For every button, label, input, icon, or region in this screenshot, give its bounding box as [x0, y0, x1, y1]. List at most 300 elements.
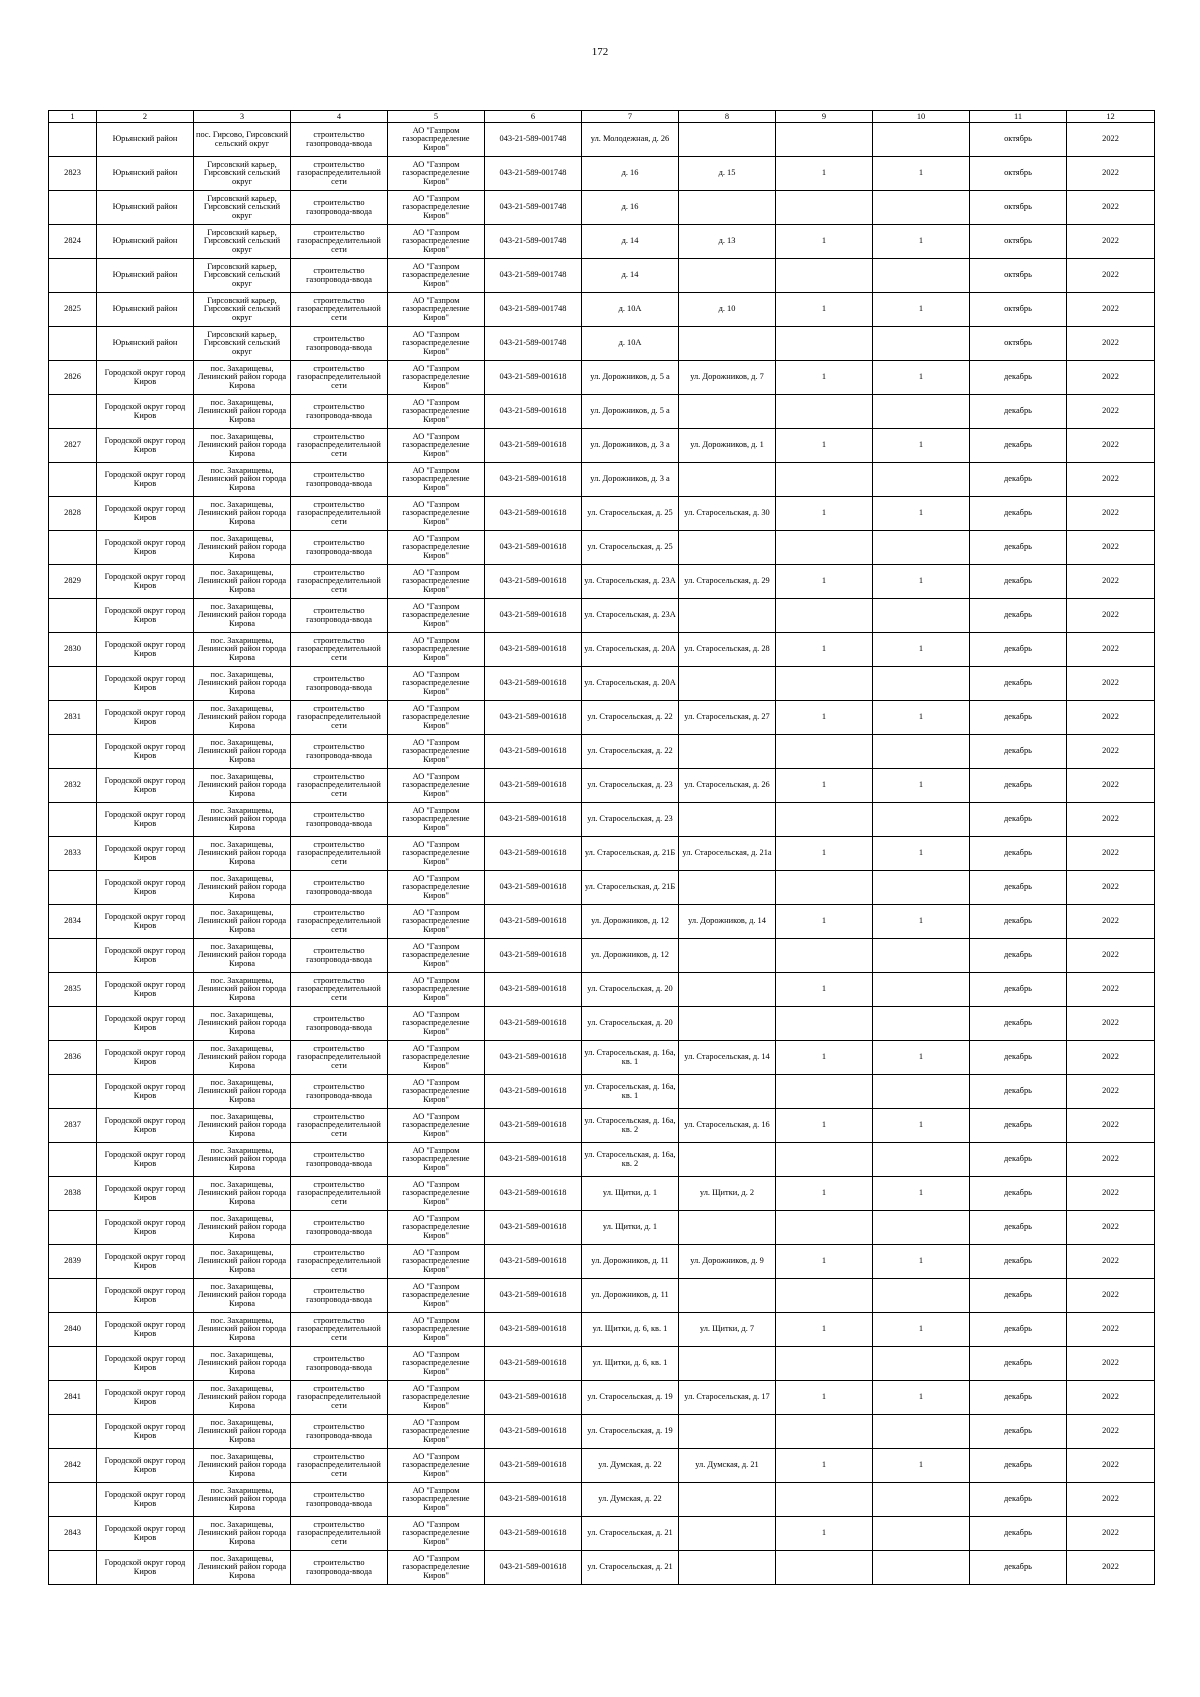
- cell-quantity-a: [776, 667, 873, 701]
- cell-locality: пос. Захарищевы, Ленинский район города Кирова: [194, 463, 291, 497]
- cell-district: Городской округ город Киров: [97, 735, 194, 769]
- cell-organization: АО "Газпром газораспределение Киров": [388, 1279, 485, 1313]
- cell-work-type: строительство газопровода-ввода: [291, 1211, 388, 1245]
- cell-address-to: [679, 531, 776, 565]
- table-row: [49, 1109, 1155, 1143]
- cell-work-type: строительство газопровода-ввода: [291, 327, 388, 361]
- cell-work-type: строительство газораспределительной сети: [291, 1313, 388, 1347]
- cell-registry-number: 043-21-589-001618: [485, 497, 582, 531]
- cell-row-number: [49, 123, 97, 157]
- cell-address-to: ул. Дорожников, д. 14: [679, 905, 776, 939]
- column-number: 5: [388, 111, 485, 123]
- cell-address-to: ул. Дорожников, д. 7: [679, 361, 776, 395]
- cell-address-from: ул. Старосельская, д. 23А: [582, 565, 679, 599]
- cell-address-to: [679, 191, 776, 225]
- cell-quantity-a: [776, 871, 873, 905]
- cell-district: Городской округ город Киров: [97, 1075, 194, 1109]
- cell-registry-number: 043-21-589-001748: [485, 123, 582, 157]
- cell-month: декабрь: [970, 1313, 1067, 1347]
- cell-registry-number: 043-21-589-001618: [485, 1313, 582, 1347]
- cell-quantity-a: [776, 1279, 873, 1313]
- cell-organization: АО "Газпром газораспределение Киров": [388, 667, 485, 701]
- cell-quantity-a: 1: [776, 361, 873, 395]
- cell-organization: АО "Газпром газораспределение Киров": [388, 1415, 485, 1449]
- cell-address-to: [679, 599, 776, 633]
- cell-address-from: д. 10А: [582, 293, 679, 327]
- cell-work-type: строительство газораспределительной сети: [291, 293, 388, 327]
- cell-organization: АО "Газпром газораспределение Киров": [388, 565, 485, 599]
- cell-quantity-a: 1: [776, 497, 873, 531]
- cell-month: октябрь: [970, 327, 1067, 361]
- cell-address-from: ул. Старосельская, д. 23А: [582, 599, 679, 633]
- cell-organization: АО "Газпром газораспределение Киров": [388, 429, 485, 463]
- table-row: [49, 293, 1155, 327]
- cell-year: 2022: [1067, 599, 1155, 633]
- cell-organization: АО "Газпром газораспределение Киров": [388, 701, 485, 735]
- cell-address-from: ул. Думская, д. 22: [582, 1449, 679, 1483]
- cell-month: декабрь: [970, 837, 1067, 871]
- cell-row-number: [49, 1007, 97, 1041]
- cell-address-from: ул. Старосельская, д. 21: [582, 1517, 679, 1551]
- cell-address-from: ул. Старосельская, д. 21Б: [582, 871, 679, 905]
- cell-quantity-b: 1: [873, 1177, 970, 1211]
- cell-year: 2022: [1067, 1279, 1155, 1313]
- cell-address-to: ул. Старосельская, д. 17: [679, 1381, 776, 1415]
- cell-row-number: [49, 1415, 97, 1449]
- table-row: [49, 1415, 1155, 1449]
- table-row: [49, 1449, 1155, 1483]
- cell-quantity-a: [776, 463, 873, 497]
- cell-quantity-a: 1: [776, 293, 873, 327]
- cell-quantity-a: 1: [776, 701, 873, 735]
- cell-work-type: строительство газораспределительной сети: [291, 157, 388, 191]
- cell-organization: АО "Газпром газораспределение Киров": [388, 395, 485, 429]
- cell-address-from: ул. Щитки, д. 6, кв. 1: [582, 1347, 679, 1381]
- table-row: [49, 497, 1155, 531]
- cell-work-type: строительство газопровода-ввода: [291, 871, 388, 905]
- cell-organization: АО "Газпром газораспределение Киров": [388, 531, 485, 565]
- cell-organization: АО "Газпром газораспределение Киров": [388, 871, 485, 905]
- cell-district: Городской округ город Киров: [97, 837, 194, 871]
- cell-locality: пос. Захарищевы, Ленинский район города Кирова: [194, 1517, 291, 1551]
- column-number: 2: [97, 111, 194, 123]
- cell-year: 2022: [1067, 1075, 1155, 1109]
- cell-month: декабрь: [970, 565, 1067, 599]
- cell-address-to: ул. Старосельская, д. 26: [679, 769, 776, 803]
- cell-district: Юрьянский район: [97, 327, 194, 361]
- cell-quantity-a: 1: [776, 1449, 873, 1483]
- cell-district: Городской округ город Киров: [97, 1143, 194, 1177]
- cell-locality: пос. Захарищевы, Ленинский район города Кирова: [194, 1347, 291, 1381]
- cell-quantity-b: 1: [873, 565, 970, 599]
- cell-year: 2022: [1067, 361, 1155, 395]
- cell-address-from: ул. Старосельская, д. 16а, кв. 1: [582, 1075, 679, 1109]
- cell-work-type: строительство газораспределительной сети: [291, 769, 388, 803]
- cell-address-to: ул. Старосельская, д. 16: [679, 1109, 776, 1143]
- cell-quantity-b: 1: [873, 633, 970, 667]
- cell-address-to: [679, 939, 776, 973]
- cell-address-from: ул. Старосельская, д. 16а, кв. 1: [582, 1041, 679, 1075]
- cell-address-from: ул. Старосельская, д. 21: [582, 1551, 679, 1585]
- cell-registry-number: 043-21-589-001748: [485, 327, 582, 361]
- cell-row-number: [49, 259, 97, 293]
- cell-registry-number: 043-21-589-001618: [485, 1211, 582, 1245]
- cell-work-type: строительство газораспределительной сети: [291, 361, 388, 395]
- cell-address-from: ул. Старосельская, д. 22: [582, 735, 679, 769]
- cell-district: Городской округ город Киров: [97, 939, 194, 973]
- cell-district: Городской округ город Киров: [97, 1313, 194, 1347]
- cell-quantity-a: 1: [776, 633, 873, 667]
- table-row: [49, 939, 1155, 973]
- cell-quantity-a: [776, 1415, 873, 1449]
- cell-quantity-a: 1: [776, 1381, 873, 1415]
- cell-address-from: ул. Щитки, д. 6, кв. 1: [582, 1313, 679, 1347]
- cell-quantity-a: 1: [776, 565, 873, 599]
- cell-organization: АО "Газпром газораспределение Киров": [388, 803, 485, 837]
- cell-address-to: [679, 1007, 776, 1041]
- cell-address-to: [679, 1279, 776, 1313]
- page-number: 172: [591, 46, 609, 58]
- cell-registry-number: 043-21-589-001618: [485, 973, 582, 1007]
- cell-work-type: строительство газораспределительной сети: [291, 701, 388, 735]
- cell-year: 2022: [1067, 905, 1155, 939]
- cell-work-type: строительство газопровода-ввода: [291, 259, 388, 293]
- cell-quantity-b: [873, 1517, 970, 1551]
- cell-work-type: строительство газопровода-ввода: [291, 1143, 388, 1177]
- cell-year: 2022: [1067, 1177, 1155, 1211]
- cell-quantity-a: [776, 1143, 873, 1177]
- cell-organization: АО "Газпром газораспределение Киров": [388, 1551, 485, 1585]
- cell-locality: пос. Захарищевы, Ленинский район города Кирова: [194, 667, 291, 701]
- cell-locality: пос. Захарищевы, Ленинский район города Кирова: [194, 1177, 291, 1211]
- cell-address-to: [679, 1143, 776, 1177]
- cell-quantity-b: [873, 939, 970, 973]
- table-row: [49, 701, 1155, 735]
- cell-address-to: д. 10: [679, 293, 776, 327]
- table-row: [49, 1177, 1155, 1211]
- cell-organization: АО "Газпром газораспределение Киров": [388, 463, 485, 497]
- cell-locality: пос. Захарищевы, Ленинский район города Кирова: [194, 1279, 291, 1313]
- cell-organization: АО "Газпром газораспределение Киров": [388, 1381, 485, 1415]
- cell-district: Городской округ город Киров: [97, 1415, 194, 1449]
- cell-quantity-a: [776, 1483, 873, 1517]
- cell-organization: АО "Газпром газораспределение Киров": [388, 225, 485, 259]
- column-number: 8: [679, 111, 776, 123]
- cell-row-number: 2843: [49, 1517, 97, 1551]
- cell-locality: Гирсовский карьер, Гирсовский сельский округ: [194, 157, 291, 191]
- cell-address-to: д. 13: [679, 225, 776, 259]
- cell-locality: пос. Захарищевы, Ленинский район города Кирова: [194, 735, 291, 769]
- cell-month: декабрь: [970, 1415, 1067, 1449]
- cell-row-number: [49, 803, 97, 837]
- cell-address-from: д. 14: [582, 225, 679, 259]
- cell-address-from: ул. Старосельская, д. 19: [582, 1381, 679, 1415]
- cell-year: 2022: [1067, 633, 1155, 667]
- cell-address-from: ул. Дорожников, д. 11: [582, 1245, 679, 1279]
- cell-organization: АО "Газпром газораспределение Киров": [388, 1347, 485, 1381]
- cell-year: 2022: [1067, 259, 1155, 293]
- cell-registry-number: 043-21-589-001618: [485, 1279, 582, 1313]
- cell-quantity-a: [776, 191, 873, 225]
- table-row: [49, 1517, 1155, 1551]
- cell-quantity-b: [873, 531, 970, 565]
- cell-quantity-b: 1: [873, 157, 970, 191]
- cell-locality: пос. Захарищевы, Ленинский район города Кирова: [194, 1449, 291, 1483]
- cell-year: 2022: [1067, 1381, 1155, 1415]
- cell-organization: АО "Газпром газораспределение Киров": [388, 1245, 485, 1279]
- cell-row-number: [49, 939, 97, 973]
- cell-year: 2022: [1067, 497, 1155, 531]
- cell-work-type: строительство газораспределительной сети: [291, 225, 388, 259]
- cell-district: Юрьянский район: [97, 191, 194, 225]
- table-row: [49, 225, 1155, 259]
- cell-district: Городской округ город Киров: [97, 463, 194, 497]
- cell-month: декабрь: [970, 1551, 1067, 1585]
- cell-registry-number: 043-21-589-001618: [485, 1143, 582, 1177]
- cell-work-type: строительство газопровода-ввода: [291, 1483, 388, 1517]
- cell-registry-number: 043-21-589-001618: [485, 1381, 582, 1415]
- cell-row-number: 2837: [49, 1109, 97, 1143]
- cell-district: Городской округ город Киров: [97, 1007, 194, 1041]
- cell-organization: АО "Газпром газораспределение Киров": [388, 1041, 485, 1075]
- cell-address-from: ул. Старосельская, д. 20А: [582, 633, 679, 667]
- cell-row-number: 2842: [49, 1449, 97, 1483]
- cell-month: декабрь: [970, 429, 1067, 463]
- cell-work-type: строительство газораспределительной сети: [291, 1177, 388, 1211]
- cell-row-number: [49, 463, 97, 497]
- cell-month: декабрь: [970, 701, 1067, 735]
- cell-quantity-b: 1: [873, 429, 970, 463]
- cell-quantity-b: 1: [873, 1041, 970, 1075]
- cell-work-type: строительство газораспределительной сети: [291, 1109, 388, 1143]
- cell-district: Городской округ город Киров: [97, 1279, 194, 1313]
- table-row: [49, 395, 1155, 429]
- column-number: 3: [194, 111, 291, 123]
- cell-address-from: д. 14: [582, 259, 679, 293]
- cell-work-type: строительство газораспределительной сети: [291, 497, 388, 531]
- cell-address-to: [679, 1517, 776, 1551]
- table-row: [49, 531, 1155, 565]
- cell-registry-number: 043-21-589-001618: [485, 871, 582, 905]
- cell-year: 2022: [1067, 1347, 1155, 1381]
- cell-organization: АО "Газпром газораспределение Киров": [388, 1211, 485, 1245]
- cell-address-to: ул. Старосельская, д. 29: [679, 565, 776, 599]
- cell-quantity-b: 1: [873, 1381, 970, 1415]
- cell-quantity-b: [873, 395, 970, 429]
- cell-address-to: [679, 259, 776, 293]
- column-number: 7: [582, 111, 679, 123]
- cell-row-number: 2825: [49, 293, 97, 327]
- cell-work-type: строительство газопровода-ввода: [291, 735, 388, 769]
- cell-year: 2022: [1067, 871, 1155, 905]
- cell-month: декабрь: [970, 667, 1067, 701]
- column-number: 11: [970, 111, 1067, 123]
- cell-locality: пос. Захарищевы, Ленинский район города Кирова: [194, 565, 291, 599]
- cell-work-type: строительство газопровода-ввода: [291, 939, 388, 973]
- cell-locality: пос. Захарищевы, Ленинский район города Кирова: [194, 973, 291, 1007]
- cell-organization: АО "Газпром газораспределение Киров": [388, 123, 485, 157]
- column-number: 1: [49, 111, 97, 123]
- cell-locality: пос. Захарищевы, Ленинский район города Кирова: [194, 939, 291, 973]
- cell-district: Юрьянский район: [97, 157, 194, 191]
- cell-organization: АО "Газпром газораспределение Киров": [388, 1313, 485, 1347]
- cell-month: декабрь: [970, 395, 1067, 429]
- table-row: [49, 1313, 1155, 1347]
- cell-row-number: 2841: [49, 1381, 97, 1415]
- cell-address-from: ул. Старосельская, д. 23: [582, 769, 679, 803]
- table-row: [49, 1041, 1155, 1075]
- cell-work-type: строительство газораспределительной сети: [291, 633, 388, 667]
- cell-year: 2022: [1067, 1143, 1155, 1177]
- cell-district: Городской округ город Киров: [97, 497, 194, 531]
- cell-address-to: [679, 1211, 776, 1245]
- cell-address-from: ул. Старосельская, д. 16а, кв. 2: [582, 1109, 679, 1143]
- cell-district: Городской округ город Киров: [97, 1109, 194, 1143]
- cell-quantity-a: 1: [776, 769, 873, 803]
- cell-quantity-a: [776, 1347, 873, 1381]
- cell-address-to: [679, 803, 776, 837]
- cell-month: октябрь: [970, 123, 1067, 157]
- cell-registry-number: 043-21-589-001618: [485, 361, 582, 395]
- cell-quantity-b: 1: [873, 225, 970, 259]
- cell-registry-number: 043-21-589-001618: [485, 769, 582, 803]
- cell-quantity-b: [873, 1415, 970, 1449]
- cell-locality: пос. Захарищевы, Ленинский район города Кирова: [194, 1245, 291, 1279]
- cell-month: декабрь: [970, 1075, 1067, 1109]
- cell-district: Юрьянский район: [97, 293, 194, 327]
- column-number: 6: [485, 111, 582, 123]
- cell-organization: АО "Газпром газораспределение Киров": [388, 1517, 485, 1551]
- cell-address-from: д. 16: [582, 157, 679, 191]
- cell-quantity-b: 1: [873, 1245, 970, 1279]
- cell-organization: АО "Газпром газораспределение Киров": [388, 1449, 485, 1483]
- table-row: [49, 837, 1155, 871]
- cell-district: Городской округ город Киров: [97, 599, 194, 633]
- cell-month: декабрь: [970, 633, 1067, 667]
- cell-district: Городской округ город Киров: [97, 1483, 194, 1517]
- cell-locality: Гирсовский карьер, Гирсовский сельский округ: [194, 191, 291, 225]
- cell-registry-number: 043-21-589-001618: [485, 565, 582, 599]
- cell-district: Городской округ город Киров: [97, 361, 194, 395]
- cell-district: Городской округ город Киров: [97, 1517, 194, 1551]
- cell-address-to: [679, 1347, 776, 1381]
- cell-quantity-a: [776, 259, 873, 293]
- cell-district: Городской округ город Киров: [97, 667, 194, 701]
- cell-row-number: [49, 191, 97, 225]
- table-body: [49, 111, 1155, 1585]
- cell-year: 2022: [1067, 735, 1155, 769]
- cell-work-type: строительство газораспределительной сети: [291, 837, 388, 871]
- cell-registry-number: 043-21-589-001618: [485, 1517, 582, 1551]
- table-row: [49, 599, 1155, 633]
- table-row: [49, 973, 1155, 1007]
- cell-row-number: 2840: [49, 1313, 97, 1347]
- cell-quantity-a: [776, 1551, 873, 1585]
- cell-address-to: [679, 123, 776, 157]
- cell-quantity-a: 1: [776, 1041, 873, 1075]
- cell-address-to: [679, 1415, 776, 1449]
- cell-registry-number: 043-21-589-001748: [485, 225, 582, 259]
- cell-address-to: ул. Дорожников, д. 9: [679, 1245, 776, 1279]
- cell-address-from: ул. Дорожников, д. 11: [582, 1279, 679, 1313]
- cell-locality: пос. Захарищевы, Ленинский район города Кирова: [194, 633, 291, 667]
- cell-work-type: строительство газопровода-ввода: [291, 667, 388, 701]
- cell-row-number: 2827: [49, 429, 97, 463]
- cell-row-number: 2838: [49, 1177, 97, 1211]
- cell-work-type: строительство газопровода-ввода: [291, 463, 388, 497]
- cell-locality: пос. Захарищевы, Ленинский район города Кирова: [194, 871, 291, 905]
- cell-organization: АО "Газпром газораспределение Киров": [388, 1483, 485, 1517]
- cell-quantity-b: [873, 1483, 970, 1517]
- cell-month: декабрь: [970, 1449, 1067, 1483]
- cell-registry-number: 043-21-589-001618: [485, 633, 582, 667]
- cell-locality: пос. Захарищевы, Ленинский район города Кирова: [194, 837, 291, 871]
- cell-quantity-b: [873, 871, 970, 905]
- cell-row-number: [49, 599, 97, 633]
- cell-quantity-a: [776, 735, 873, 769]
- cell-quantity-b: [873, 1347, 970, 1381]
- cell-registry-number: 043-21-589-001618: [485, 1415, 582, 1449]
- cell-address-to: [679, 1075, 776, 1109]
- cell-year: 2022: [1067, 1109, 1155, 1143]
- cell-row-number: [49, 395, 97, 429]
- cell-row-number: 2831: [49, 701, 97, 735]
- cell-district: Городской округ город Киров: [97, 1347, 194, 1381]
- cell-quantity-a: [776, 599, 873, 633]
- table-row: [49, 1211, 1155, 1245]
- cell-quantity-a: [776, 1211, 873, 1245]
- table-row: [49, 633, 1155, 667]
- cell-row-number: [49, 1551, 97, 1585]
- cell-locality: пос. Захарищевы, Ленинский район города Кирова: [194, 1143, 291, 1177]
- table-row: [49, 191, 1155, 225]
- cell-address-from: ул. Дорожников, д. 3 а: [582, 463, 679, 497]
- column-number: 9: [776, 111, 873, 123]
- table-row: [49, 1007, 1155, 1041]
- cell-organization: АО "Газпром газораспределение Киров": [388, 259, 485, 293]
- cell-registry-number: 043-21-589-001618: [485, 395, 582, 429]
- cell-work-type: строительство газораспределительной сети: [291, 1517, 388, 1551]
- cell-quantity-b: 1: [873, 769, 970, 803]
- cell-organization: АО "Газпром газораспределение Киров": [388, 1109, 485, 1143]
- cell-registry-number: 043-21-589-001618: [485, 463, 582, 497]
- cell-address-from: ул. Дорожников, д. 3 а: [582, 429, 679, 463]
- cell-organization: АО "Газпром газораспределение Киров": [388, 599, 485, 633]
- cell-organization: АО "Газпром газораспределение Киров": [388, 905, 485, 939]
- cell-month: декабрь: [970, 939, 1067, 973]
- cell-quantity-b: [873, 803, 970, 837]
- cell-address-from: ул. Старосельская, д. 21Б: [582, 837, 679, 871]
- cell-row-number: 2836: [49, 1041, 97, 1075]
- cell-quantity-b: 1: [873, 1109, 970, 1143]
- cell-address-from: д. 16: [582, 191, 679, 225]
- cell-locality: пос. Захарищевы, Ленинский район города Кирова: [194, 1211, 291, 1245]
- cell-work-type: строительство газораспределительной сети: [291, 905, 388, 939]
- cell-address-to: ул. Думская, д. 21: [679, 1449, 776, 1483]
- cell-year: 2022: [1067, 1517, 1155, 1551]
- cell-locality: пос. Захарищевы, Ленинский район города Кирова: [194, 429, 291, 463]
- cell-organization: АО "Газпром газораспределение Киров": [388, 191, 485, 225]
- cell-address-to: [679, 395, 776, 429]
- cell-quantity-b: [873, 735, 970, 769]
- cell-quantity-b: [873, 667, 970, 701]
- cell-locality: пос. Захарищевы, Ленинский район города Кирова: [194, 1551, 291, 1585]
- table-row: [49, 123, 1155, 157]
- cell-organization: АО "Газпром газораспределение Киров": [388, 1143, 485, 1177]
- cell-quantity-a: [776, 939, 873, 973]
- cell-year: 2022: [1067, 531, 1155, 565]
- cell-quantity-b: 1: [873, 361, 970, 395]
